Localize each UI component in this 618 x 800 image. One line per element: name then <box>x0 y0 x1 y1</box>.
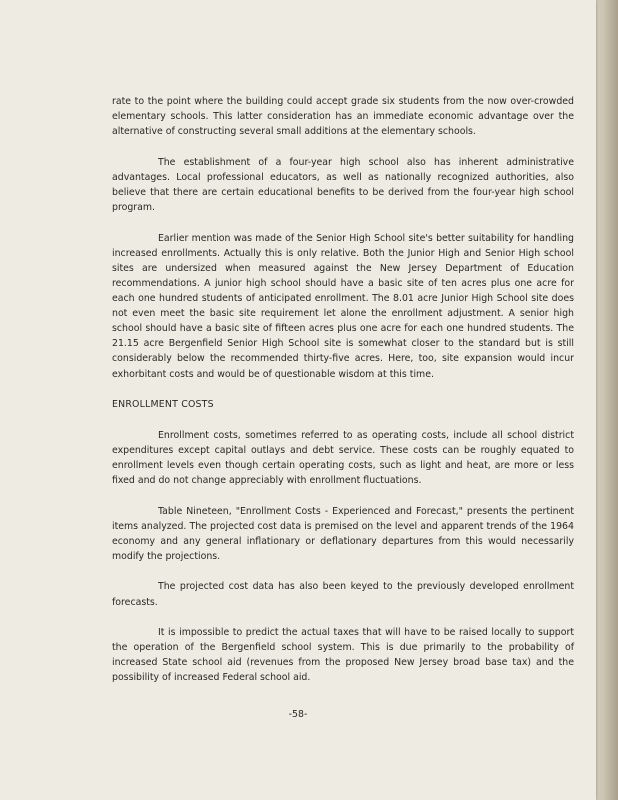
page-stack-edge-outer <box>602 0 618 800</box>
paragraph-site-suitability: Earlier mention was made of the Senior High School site's better suitability for handling increased enrollments. Actually this is only relative. Both the Junior High and Senior High school sites are undersized when measured against the New Jersey Department of Education recommendations. A junior high school should have a basic site of ten acres plus one acre for each one hundred students of anticipated enrollment. The 8.01 acre Junior High School site does not even meet the basic site requirement let alone the enrollment adjustment. A senior high school should have a basic site of fifteen acres plus one acre for each one hundred students. The 21.15 acre Bergenfield Senior High School site is somewhat closer to the standard but is still considerably below the recommended thirty-five acres. Here, too, site expansion would incur exhorbitant costs and would be of questionable wisdom at this time. <box>112 232 574 380</box>
paragraph-projected-cost: The projected cost data has also been keyed to the previously developed enrollment forecasts. <box>112 581 574 608</box>
paragraph-enrollment-costs: Enrollment costs, sometimes referred to as operating costs, include all school district expenditures except capital outlays and debt service. These costs can be roughly equated to enrollment levels even though certain operating costs, such as light and heat, are more or less fixed and do not change appreciably with enrollment fluctuations. <box>112 429 574 486</box>
section-heading: ENROLLMENT COSTS <box>112 399 214 411</box>
paragraph-four-year-high-school: The establishment of a four-year high school also has inherent administrative advantages. Local professional educators, as well as nationally recognized authorities, also believe that there are certain educational benefits to be derived from the four-year high school program. <box>112 156 574 214</box>
paragraph-table-nineteen: Table Nineteen, "Enrollment Costs - Experienced and Forecast," presents the pertinent items analyzed. The projected cost data is premised on the level and apparent trends of the 1964 economy and any general inflationary or deflationary departures from this would necessarily modify the projections. <box>112 505 574 562</box>
paragraph-continuation: rate to the point where the building could accept grade six students from the now over-crowded elementary schools. This latter consideration has an immediate economic advantage over the alternative of constructing several small additions at the elementary schools. <box>112 96 574 138</box>
page-number: -58- <box>288 709 308 720</box>
paragraph-taxes: It is impossible to predict the actual taxes that will have to be raised locally to support the operation of the Bergenfield school system. This is due primarily to the probability of increased State school aid (revenues from the proposed New Jersey broad base tax) and the possibility of increased Federal school aid. <box>112 627 574 684</box>
body-text <box>112 94 574 701</box>
